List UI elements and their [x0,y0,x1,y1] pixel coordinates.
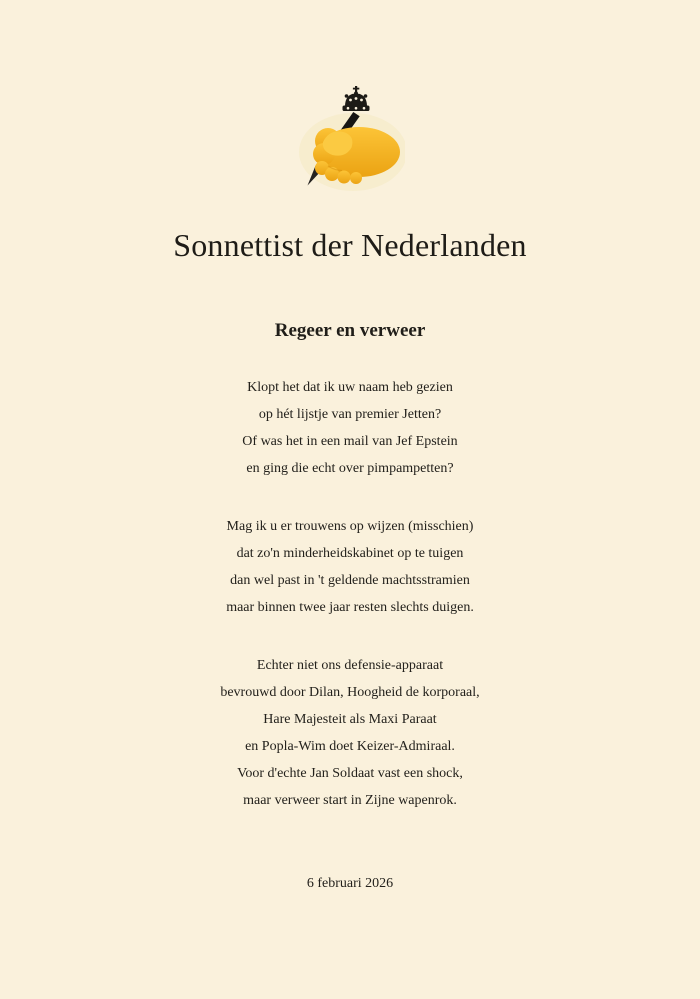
poem-line: Hare Majesteit als Maxi Paraat [263,712,437,727]
poem-date: 6 februari 2026 [306,876,394,891]
stanza-3 [0,652,700,814]
poem-line: Echter niet ons defensie-apparaat [256,658,444,673]
poem-line: en Popla-Wim doet Keizer-Admiraal. [245,739,455,754]
writing-hand-icon [295,86,405,192]
poem-line: Voor d'echte Jan Soldaat vast een shock, [237,766,463,781]
logo [0,0,700,192]
stanza-2 [0,513,700,621]
stanza-1 [0,374,700,482]
poem-line: maar binnen twee jaar resten slechts duigen. [226,600,474,615]
site-title: Sonnettist der Nederlanden [173,227,527,263]
poem-title: Regeer en verweer [274,320,426,341]
poem-line: dat zo'n minderheidskabinet op te tuigen [236,546,464,561]
poem-line: op hét lijstje van premier Jetten? [258,407,442,422]
poem-line: en ging die echt over pimpampetten? [246,461,454,476]
poem-line: maar verweer start in Zijne wapenrok. [243,793,457,808]
masthead [0,0,700,264]
poem-line: bevrouwd door Dilan, Hoogheid de korporaal, [220,685,480,700]
poem [0,319,700,897]
poem-line: dan wel past in 't geldende machtsstramien [230,573,470,588]
poem-line: Mag ik u er trouwens op wijzen (misschien) [226,519,474,534]
poem-line: Klopt het dat ik uw naam heb gezien [247,380,453,395]
poem-line: Of was het in een mail van Jef Epstein [242,434,458,449]
